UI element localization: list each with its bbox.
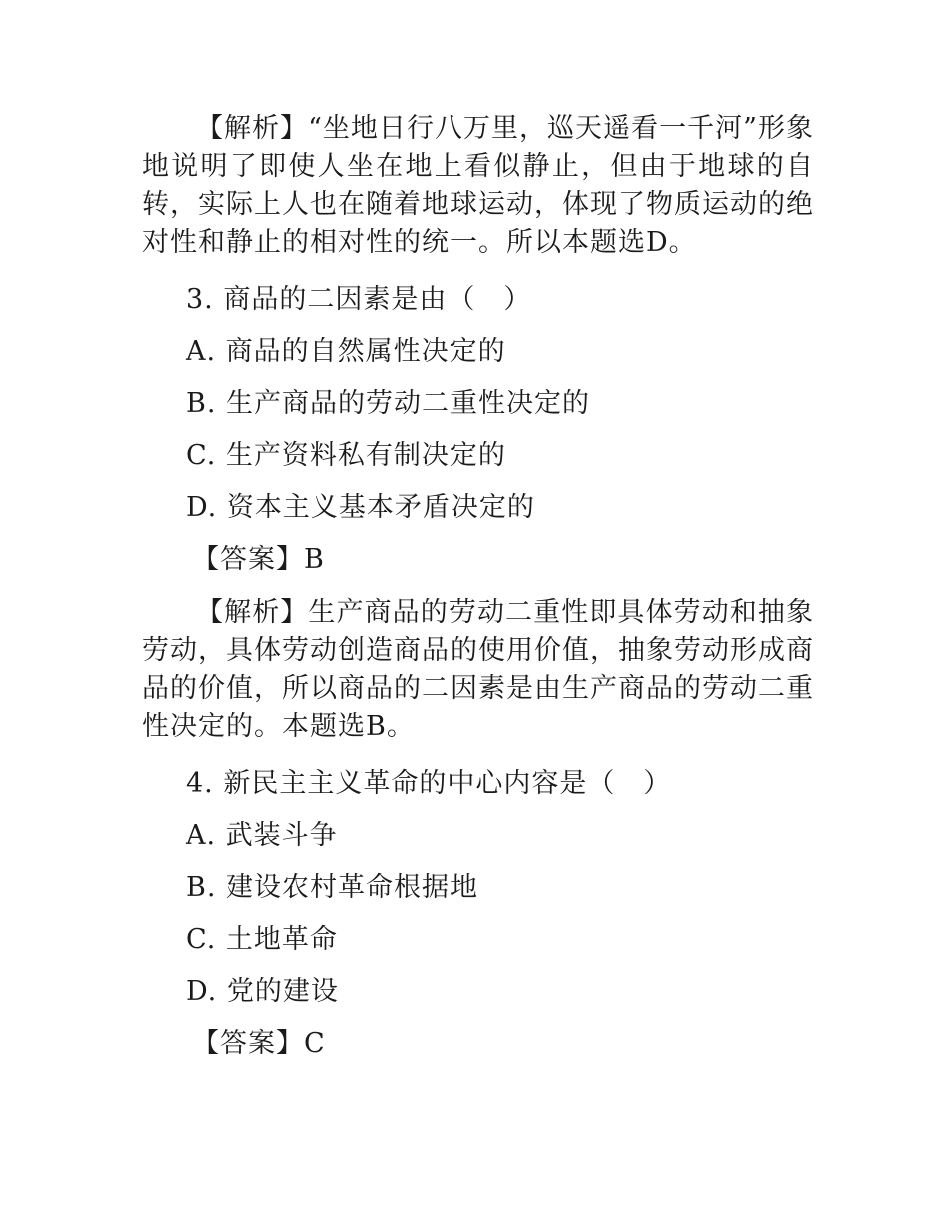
q3-option-a: A. 商品的自然属性决定的	[186, 336, 506, 367]
q4-option-d: D. 党的建设	[186, 976, 339, 1007]
q3-analysis: 【解析】生产商品的劳动二重性即具体劳动和抽象劳动，具体劳动创造商品的使用价值，抽象劳动形成商品的价值，所以商品的二因素是由生产商品的劳动二重性决定的。本题选B。	[142, 597, 814, 742]
q3-option-b: B. 生产商品的劳动二重性决定的	[186, 388, 591, 419]
q4-option-a: A. 武装斗争	[186, 820, 338, 851]
q4-question: 4. 新民主主义革命的中心内容是（ ）	[186, 768, 672, 799]
q3-answer: 【答案】B	[192, 544, 325, 575]
q3-option-c: C. 生产资料私有制决定的	[186, 440, 506, 471]
q2-analysis: 【解析】“坐地日行八万里，巡天遥看一千河”形象地说明了即使人坐在地上看似静止，但由于地球的自转，实际上人也在随着地球运动，体现了物质运动的绝对性和静止的相对性的统一。所以本题选D。	[142, 113, 814, 258]
q3-option-d: D. 资本主义基本矛盾决定的	[186, 492, 535, 523]
q4-option-b: B. 建设农村革命根据地	[186, 872, 479, 903]
document-content	[142, 110, 814, 1070]
q4-answer: 【答案】C	[192, 1028, 326, 1059]
q3-question: 3. 商品的二因素是由（ ）	[186, 284, 532, 315]
q4-option-c: C. 土地革命	[186, 924, 338, 955]
